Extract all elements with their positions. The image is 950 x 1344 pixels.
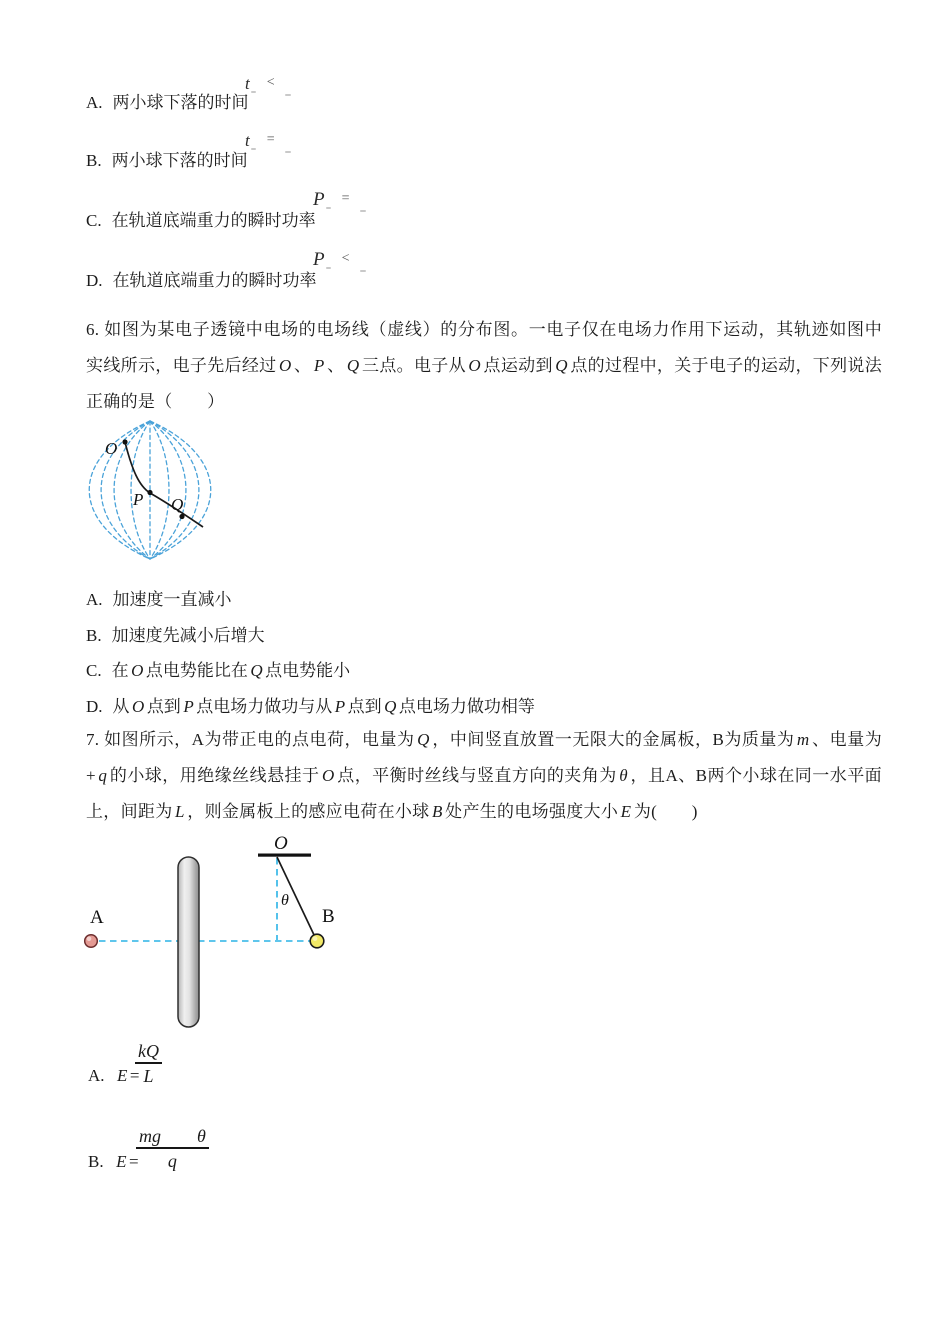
faint-subscript-mark	[326, 267, 331, 269]
fraction-denominator: L	[143, 1065, 154, 1086]
option-label: B.	[86, 151, 102, 170]
q5-option-a	[86, 88, 249, 113]
stem-text: 点的过程中，关于电子的运动，下列说法正确的是（ ）	[86, 356, 882, 411]
option-text: 点到	[146, 697, 181, 716]
option-text: 在	[111, 661, 129, 680]
q6-option-d	[86, 692, 535, 717]
variable-O: O	[131, 661, 144, 680]
point-p-label: P	[133, 490, 144, 509]
variable-q: q	[98, 766, 108, 785]
option-text: 点到	[347, 697, 382, 716]
question-6-stem	[86, 312, 882, 420]
charge-plate-diagram	[75, 830, 347, 1036]
variable-E: E	[117, 1066, 128, 1085]
option-text: 在轨道底端重力的瞬时功率	[111, 211, 316, 230]
formula-variable: P	[313, 249, 325, 270]
stem-text: ，则金属板上的感应电荷在小球	[187, 802, 430, 821]
variable-L: L	[175, 802, 185, 821]
q5-option-d	[86, 266, 317, 291]
q5-option-b-formula	[245, 131, 291, 153]
variable-P: P	[334, 697, 346, 716]
stem-text: ，中间竖直放置一无限大的金属板，B为质量为	[432, 730, 795, 749]
equals-sign: =	[128, 1152, 139, 1171]
q6-option-c	[86, 656, 350, 681]
variable-O: O	[321, 766, 335, 785]
stem-text: 的小球，用绝缘丝线悬挂于	[109, 766, 320, 785]
point-o-dot	[122, 439, 127, 444]
variable-O: O	[132, 697, 145, 716]
stem-text: 6. 如图为某电子透镜中电场的电场线（虚线）的分布图。一电子仅在电场力作用下运动，其轨迹如图中实线所示，电子先后经过	[86, 320, 882, 375]
formula-variable: t	[245, 131, 250, 150]
ball-b	[310, 934, 324, 948]
formula-operator: <	[266, 75, 275, 90]
ball-b-label: B	[322, 906, 335, 927]
option-label: C.	[86, 211, 102, 230]
option-text: 点电势能小	[265, 661, 351, 680]
point-q-label: Q	[171, 495, 184, 514]
q7-option-b-lhs	[88, 1152, 139, 1172]
electron-trajectory	[125, 442, 203, 527]
variable-B: B	[431, 802, 443, 821]
stem-text: 处产生的电场强度大小	[445, 802, 619, 821]
pivot-o-label: O	[274, 833, 288, 854]
option-label: B.	[88, 1152, 104, 1171]
charge-a-label: A	[90, 907, 104, 928]
option-label: C.	[86, 661, 102, 680]
q5-option-b	[86, 146, 248, 171]
stem-text: 7. 如图所示，A为带正电的点电荷，电量为	[86, 730, 415, 749]
formula-variable: P	[313, 189, 325, 210]
faint-subscript-mark	[285, 94, 291, 96]
formula-operator: =	[266, 132, 275, 147]
option-label: D.	[86, 697, 103, 716]
option-label: A.	[88, 1066, 105, 1085]
option-text: 两小球下落的时间	[112, 93, 249, 112]
faint-subscript-mark	[360, 210, 366, 212]
option-text: 点电势能比在	[145, 661, 248, 680]
q5-option-d-formula	[313, 249, 366, 272]
stem-text: 、	[327, 356, 345, 375]
variable-E: E	[620, 802, 632, 821]
variable-Q: Q	[555, 356, 568, 375]
variable-Q: Q	[384, 697, 397, 716]
option-label: A.	[86, 590, 103, 609]
ball-a	[85, 935, 98, 948]
variable-O: O	[468, 356, 481, 375]
point-q-dot	[179, 514, 184, 519]
variable-P: P	[313, 356, 325, 375]
option-text: 点电场力做功与从	[196, 697, 333, 716]
q6-option-a	[86, 585, 232, 610]
variable-m: m	[796, 730, 810, 749]
fraction-numerator: kQ	[138, 1041, 159, 1061]
variable-E: E	[116, 1152, 127, 1171]
formula-variable: t	[245, 74, 250, 93]
theta-label: θ	[281, 892, 289, 909]
option-text: 加速度一直减小	[112, 590, 232, 609]
fraction-numerator-row	[136, 1126, 209, 1146]
guide-dashed-lines	[99, 858, 310, 941]
stem-text: 点运动到	[483, 356, 553, 375]
fraction-bar	[135, 1062, 162, 1064]
fraction-bar	[136, 1147, 209, 1149]
equals-sign: =	[129, 1066, 140, 1085]
formula-operator: =	[341, 191, 350, 206]
option-text: 加速度先减小后增大	[111, 626, 265, 645]
point-p-dot	[147, 490, 152, 495]
stem-text: ，且A、B两个小球在同一水平面上，间距为	[86, 766, 882, 821]
option-text: 在轨道底端重力的瞬时功率	[112, 271, 317, 290]
point-o-label: O	[105, 439, 118, 458]
option-label: B.	[86, 626, 102, 645]
variable-P: P	[183, 697, 194, 716]
variable-theta: θ	[619, 766, 628, 785]
stem-text: 、	[294, 356, 312, 375]
stem-text: 点，平衡时丝线与竖直方向的夹角为	[337, 766, 617, 785]
stem-text: 为( )	[633, 802, 698, 821]
q6-option-b	[86, 621, 265, 646]
fraction-numerator-theta: θ	[197, 1126, 206, 1146]
faint-subscript-mark	[285, 151, 291, 153]
variable-Q: Q	[417, 730, 430, 749]
faint-subscript-mark	[326, 207, 331, 209]
formula-operator: <	[341, 251, 350, 266]
option-label: D.	[86, 271, 103, 290]
option-text: 从	[112, 697, 130, 716]
q7-option-a-lhs	[88, 1066, 140, 1086]
q5-option-c	[86, 206, 316, 231]
variable-O: O	[278, 356, 292, 375]
option-text: 两小球下落的时间	[111, 151, 248, 170]
fraction-denominator: q	[167, 1150, 177, 1171]
electron-lens-diagram	[80, 412, 228, 574]
option-text: 点电场力做功相等	[398, 697, 535, 716]
q5-option-c-formula	[313, 189, 366, 212]
faint-subscript-mark	[251, 148, 256, 150]
variable-Q: Q	[250, 661, 263, 680]
fraction-numerator-mg: mg	[139, 1126, 161, 1146]
faint-subscript-mark	[360, 270, 366, 272]
q7-option-a-fraction	[135, 1041, 162, 1086]
variable-Q: Q	[346, 356, 360, 375]
q7-option-b-fraction	[136, 1126, 209, 1171]
question-7-stem	[86, 722, 882, 830]
faint-subscript-mark	[251, 91, 256, 93]
q5-option-a-formula	[245, 74, 291, 96]
stem-text: 、电量为+	[86, 730, 883, 785]
metal-plate	[178, 857, 199, 1027]
stem-text: 三点。电子从	[362, 356, 466, 375]
option-label: A.	[86, 93, 103, 112]
